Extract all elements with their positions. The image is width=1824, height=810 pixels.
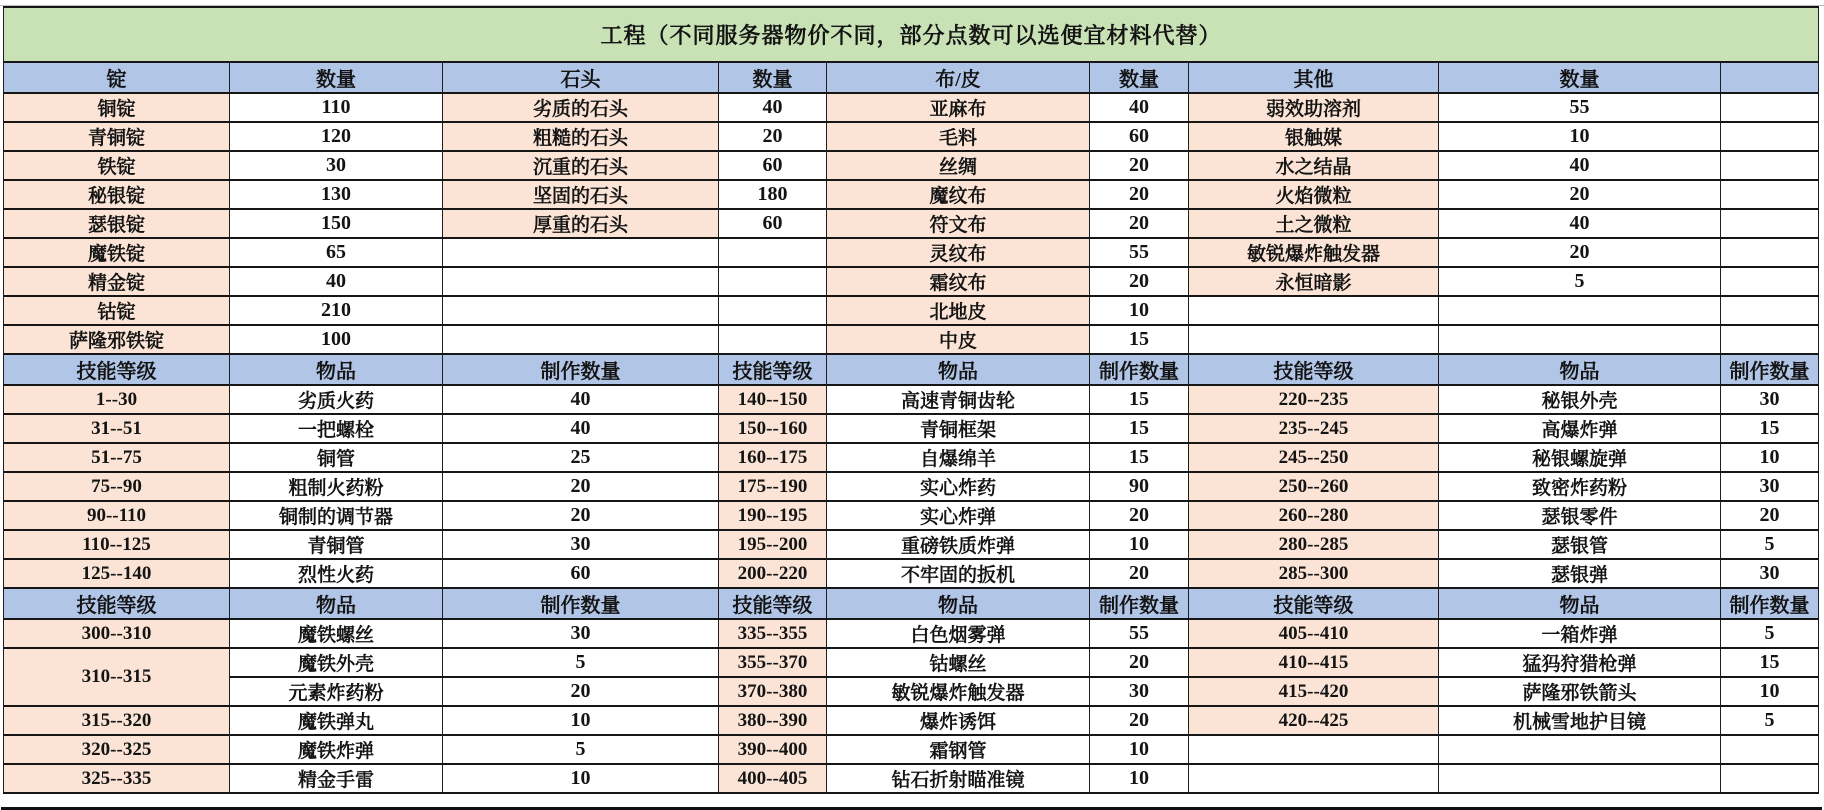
table-cell (1439, 325, 1721, 354)
table-cell: 北地皮 (827, 296, 1090, 325)
table-row (4, 501, 1819, 530)
title-row (4, 7, 1819, 62)
table-cell: 魔铁螺丝 (230, 619, 443, 648)
table-cell: 20 (719, 122, 827, 151)
table-cell: 30 (443, 530, 719, 559)
table-cell: 40 (443, 414, 719, 443)
column-header: 物品 (827, 354, 1090, 385)
table-cell: 15 (1721, 414, 1819, 443)
table-cell: 90 (1090, 472, 1189, 501)
column-header: 技能等级 (1189, 588, 1439, 619)
table-cell: 15 (1090, 414, 1189, 443)
table-cell: 萨隆邪铁锭 (4, 325, 230, 354)
table-cell (1189, 325, 1439, 354)
column-header: 技能等级 (1189, 354, 1439, 385)
table-cell: 瑟银零件 (1439, 501, 1721, 530)
table-cell: 5 (1721, 706, 1819, 735)
table-cell (719, 238, 827, 267)
table-cell: 20 (1090, 209, 1189, 238)
table-cell: 40 (719, 93, 827, 122)
table-row (4, 414, 1819, 443)
table-cell: 15 (1090, 325, 1189, 354)
table-cell: 125--140 (4, 559, 230, 588)
table-cell: 20 (1090, 151, 1189, 180)
table-cell: 285--300 (1189, 559, 1439, 588)
column-header: 数量 (1090, 62, 1189, 93)
table-cell: 魔铁弹丸 (230, 706, 443, 735)
table-cell: 31--51 (4, 414, 230, 443)
table-cell: 水之结晶 (1189, 151, 1439, 180)
table-cell: 30 (1721, 472, 1819, 501)
table-cell: 40 (1090, 93, 1189, 122)
table-cell: 20 (1439, 180, 1721, 209)
table-cell: 310--315 (4, 648, 230, 706)
table-cell: 钴锭 (4, 296, 230, 325)
table-cell (1721, 238, 1819, 267)
column-header: 石头 (443, 62, 719, 93)
table-cell: 60 (443, 559, 719, 588)
table-cell: 中皮 (827, 325, 1090, 354)
table-cell: 195--200 (719, 530, 827, 559)
column-header: 数量 (1439, 62, 1721, 93)
table-cell (1721, 209, 1819, 238)
table-cell: 5 (443, 735, 719, 764)
table-cell: 30 (1090, 677, 1189, 706)
table-cell: 160--175 (719, 443, 827, 472)
table-cell: 秘银锭 (4, 180, 230, 209)
table-cell: 1--30 (4, 385, 230, 414)
table-cell: 60 (719, 151, 827, 180)
column-header: 技能等级 (719, 588, 827, 619)
table-cell (1721, 151, 1819, 180)
table-cell (719, 325, 827, 354)
table-cell: 银触媒 (1189, 122, 1439, 151)
table-cell: 5 (1721, 619, 1819, 648)
table-cell: 400--405 (719, 764, 827, 793)
table-cell: 210 (230, 296, 443, 325)
table-cell: 390--400 (719, 735, 827, 764)
table-cell: 铜管 (230, 443, 443, 472)
table-row (4, 619, 1819, 648)
header-row-skill_300_425 (4, 588, 1819, 619)
table-cell: 粗糙的石头 (443, 122, 719, 151)
table-cell: 致密炸药粉 (1439, 472, 1721, 501)
column-header: 制作数量 (1090, 588, 1189, 619)
table-cell: 高爆炸弹 (1439, 414, 1721, 443)
column-header: 锭 (4, 62, 230, 93)
table-cell: 420--425 (1189, 706, 1439, 735)
header-row-materials (4, 62, 1819, 93)
table-row (4, 180, 1819, 209)
column-header: 物品 (827, 588, 1090, 619)
table-row (4, 559, 1819, 588)
column-header: 技能等级 (719, 354, 827, 385)
table-cell: 20 (1439, 238, 1721, 267)
column-header: 物品 (230, 354, 443, 385)
table-cell: 瑟银弹 (1439, 559, 1721, 588)
table-row (4, 93, 1819, 122)
table-cell (1721, 122, 1819, 151)
table-cell: 335--355 (719, 619, 827, 648)
table-cell: 爆炸诱饵 (827, 706, 1090, 735)
column-header: 制作数量 (1721, 588, 1819, 619)
table-cell: 丝绸 (827, 151, 1090, 180)
table-cell: 10 (1090, 764, 1189, 793)
table-cell: 380--390 (719, 706, 827, 735)
table-cell: 劣质的石头 (443, 93, 719, 122)
table-cell: 元素炸药粉 (230, 677, 443, 706)
table-cell (443, 325, 719, 354)
column-header: 物品 (230, 588, 443, 619)
table-row (4, 472, 1819, 501)
table-cell: 60 (719, 209, 827, 238)
bottom-gap (0, 794, 1824, 807)
table-cell: 瑟银锭 (4, 209, 230, 238)
table-row (4, 677, 1819, 706)
table-row (4, 122, 1819, 151)
table-cell: 20 (1090, 559, 1189, 588)
table-cell: 60 (1090, 122, 1189, 151)
table-cell: 毛料 (827, 122, 1090, 151)
table-cell: 40 (443, 385, 719, 414)
table-cell: 火焰微粒 (1189, 180, 1439, 209)
table-cell: 精金手雷 (230, 764, 443, 793)
table-cell: 敏锐爆炸触发器 (827, 677, 1090, 706)
table-cell: 20 (1721, 501, 1819, 530)
table-cell: 钻石折射瞄准镜 (827, 764, 1090, 793)
table-cell: 钴螺丝 (827, 648, 1090, 677)
table-cell: 10 (443, 706, 719, 735)
table-cell: 魔纹布 (827, 180, 1090, 209)
table-cell: 20 (1090, 706, 1189, 735)
table-cell: 弱效助溶剂 (1189, 93, 1439, 122)
column-header: 技能等级 (4, 354, 230, 385)
table-cell: 机械雪地护目镜 (1439, 706, 1721, 735)
table-cell: 415--420 (1189, 677, 1439, 706)
table-cell: 250--260 (1189, 472, 1439, 501)
table-cell: 140--150 (719, 385, 827, 414)
table-cell: 370--380 (719, 677, 827, 706)
table-cell: 5 (1439, 267, 1721, 296)
table-cell: 10 (1090, 735, 1189, 764)
table-cell (1439, 764, 1721, 793)
table-cell: 坚固的石头 (443, 180, 719, 209)
table-cell (719, 267, 827, 296)
table-cell: 190--195 (719, 501, 827, 530)
table-cell: 青铜管 (230, 530, 443, 559)
table-cell: 符文布 (827, 209, 1090, 238)
table-cell: 55 (1439, 93, 1721, 122)
column-header: 制作数量 (1721, 354, 1819, 385)
table-cell: 30 (443, 619, 719, 648)
table-cell: 30 (1721, 385, 1819, 414)
column-header: 物品 (1439, 588, 1721, 619)
table-cell: 秘银外壳 (1439, 385, 1721, 414)
table-cell: 魔铁外壳 (230, 648, 443, 677)
table-cell: 65 (230, 238, 443, 267)
table-row (4, 706, 1819, 735)
table-cell (1189, 296, 1439, 325)
table-cell: 355--370 (719, 648, 827, 677)
table-cell: 亚麻布 (827, 93, 1090, 122)
column-header: 数量 (230, 62, 443, 93)
table-row (4, 209, 1819, 238)
column-header: 制作数量 (443, 354, 719, 385)
table-cell: 40 (1439, 151, 1721, 180)
table-cell: 20 (1090, 180, 1189, 209)
table-cell: 300--310 (4, 619, 230, 648)
table-cell: 5 (1721, 530, 1819, 559)
table-cell: 30 (230, 151, 443, 180)
table-cell: 10 (1439, 122, 1721, 151)
table-cell: 260--280 (1189, 501, 1439, 530)
table-cell: 150--160 (719, 414, 827, 443)
table-cell (1439, 296, 1721, 325)
table-cell: 200--220 (719, 559, 827, 588)
column-header: 制作数量 (1090, 354, 1189, 385)
table-cell: 410--415 (1189, 648, 1439, 677)
table-cell: 10 (1721, 443, 1819, 472)
table-cell: 55 (1090, 238, 1189, 267)
table-cell: 405--410 (1189, 619, 1439, 648)
table-cell: 245--250 (1189, 443, 1439, 472)
table-row (4, 238, 1819, 267)
table-cell: 325--335 (4, 764, 230, 793)
table-cell: 175--190 (719, 472, 827, 501)
table-row (4, 385, 1819, 414)
table-cell: 萨隆邪铁箭头 (1439, 677, 1721, 706)
table-cell: 一把螺栓 (230, 414, 443, 443)
table-cell: 235--245 (1189, 414, 1439, 443)
table-cell: 不牢固的扳机 (827, 559, 1090, 588)
column-header (1721, 62, 1819, 93)
table-cell (719, 296, 827, 325)
table-cell: 实心炸药 (827, 472, 1090, 501)
table-cell: 315--320 (4, 706, 230, 735)
table-cell: 20 (443, 677, 719, 706)
table-cell: 厚重的石头 (443, 209, 719, 238)
column-header: 布/皮 (827, 62, 1090, 93)
table-cell: 猛犸狩猎枪弹 (1439, 648, 1721, 677)
table-cell: 20 (443, 501, 719, 530)
table-cell: 90--110 (4, 501, 230, 530)
table-cell: 铜制的调节器 (230, 501, 443, 530)
table-cell: 魔铁锭 (4, 238, 230, 267)
table-cell: 220--235 (1189, 385, 1439, 414)
column-header: 制作数量 (443, 588, 719, 619)
table-cell: 秘银螺旋弹 (1439, 443, 1721, 472)
table-cell: 铁锭 (4, 151, 230, 180)
table-cell: 5 (443, 648, 719, 677)
table-cell: 10 (443, 764, 719, 793)
table-cell: 自爆绵羊 (827, 443, 1090, 472)
table-row (4, 151, 1819, 180)
table-cell (443, 238, 719, 267)
table-cell: 10 (1090, 296, 1189, 325)
table-cell: 沉重的石头 (443, 151, 719, 180)
table-cell: 瑟银管 (1439, 530, 1721, 559)
table-row (4, 443, 1819, 472)
table-cell: 永恒暗影 (1189, 267, 1439, 296)
table-cell (1721, 267, 1819, 296)
column-header: 其他 (1189, 62, 1439, 93)
table-cell: 20 (443, 472, 719, 501)
table-cell: 10 (1721, 677, 1819, 706)
table-cell: 敏锐爆炸触发器 (1189, 238, 1439, 267)
table-cell (1721, 764, 1819, 793)
table-cell (1721, 180, 1819, 209)
table-cell (1189, 764, 1439, 793)
table-cell: 130 (230, 180, 443, 209)
table-cell: 15 (1721, 648, 1819, 677)
table-cell: 15 (1090, 385, 1189, 414)
table-cell (443, 267, 719, 296)
table-cell (443, 296, 719, 325)
table-row (4, 267, 1819, 296)
column-header: 技能等级 (4, 588, 230, 619)
table-cell: 180 (719, 180, 827, 209)
table-cell: 精金锭 (4, 267, 230, 296)
table-cell: 白色烟雾弹 (827, 619, 1090, 648)
table-cell: 40 (230, 267, 443, 296)
table-cell: 51--75 (4, 443, 230, 472)
table-row (4, 296, 1819, 325)
table-cell: 重磅铁质炸弹 (827, 530, 1090, 559)
table-cell: 120 (230, 122, 443, 151)
column-header: 数量 (719, 62, 827, 93)
table-cell: 25 (443, 443, 719, 472)
table-cell: 10 (1090, 530, 1189, 559)
table-cell: 280--285 (1189, 530, 1439, 559)
table-cell: 高速青铜齿轮 (827, 385, 1090, 414)
table-cell: 青铜框架 (827, 414, 1090, 443)
table-row (4, 648, 1819, 677)
table-cell: 320--325 (4, 735, 230, 764)
table-cell: 一箱炸弹 (1439, 619, 1721, 648)
table-cell: 霜纹布 (827, 267, 1090, 296)
table-cell: 灵纹布 (827, 238, 1090, 267)
table-cell: 劣质火药 (230, 385, 443, 414)
table-title: 工程（不同服务器物价不同，部分点数可以选便宜材料代替） (4, 7, 1819, 62)
table-cell: 20 (1090, 267, 1189, 296)
table-row (4, 764, 1819, 793)
table-cell: 30 (1721, 559, 1819, 588)
engineering-materials-table (3, 6, 1819, 794)
table-row (4, 325, 1819, 354)
table-cell: 魔铁炸弹 (230, 735, 443, 764)
table-row (4, 530, 1819, 559)
table-cell: 实心炸弹 (827, 501, 1090, 530)
table-cell: 烈性火药 (230, 559, 443, 588)
table-cell: 110 (230, 93, 443, 122)
table-cell (1721, 325, 1819, 354)
table-cell: 土之微粒 (1189, 209, 1439, 238)
table-cell: 110--125 (4, 530, 230, 559)
table-cell (1721, 296, 1819, 325)
table-cell: 40 (1439, 209, 1721, 238)
column-header: 物品 (1439, 354, 1721, 385)
table-cell: 100 (230, 325, 443, 354)
table-cell: 粗制火药粉 (230, 472, 443, 501)
table-cell: 15 (1090, 443, 1189, 472)
table-cell: 150 (230, 209, 443, 238)
table-cell: 铜锭 (4, 93, 230, 122)
header-row-skill_1_300 (4, 354, 1819, 385)
table-cell: 20 (1090, 501, 1189, 530)
table-cell (1721, 93, 1819, 122)
table-cell: 20 (1090, 648, 1189, 677)
table-cell: 55 (1090, 619, 1189, 648)
table-cell: 青铜锭 (4, 122, 230, 151)
table-cell: 75--90 (4, 472, 230, 501)
table-cell: 霜钢管 (827, 735, 1090, 764)
